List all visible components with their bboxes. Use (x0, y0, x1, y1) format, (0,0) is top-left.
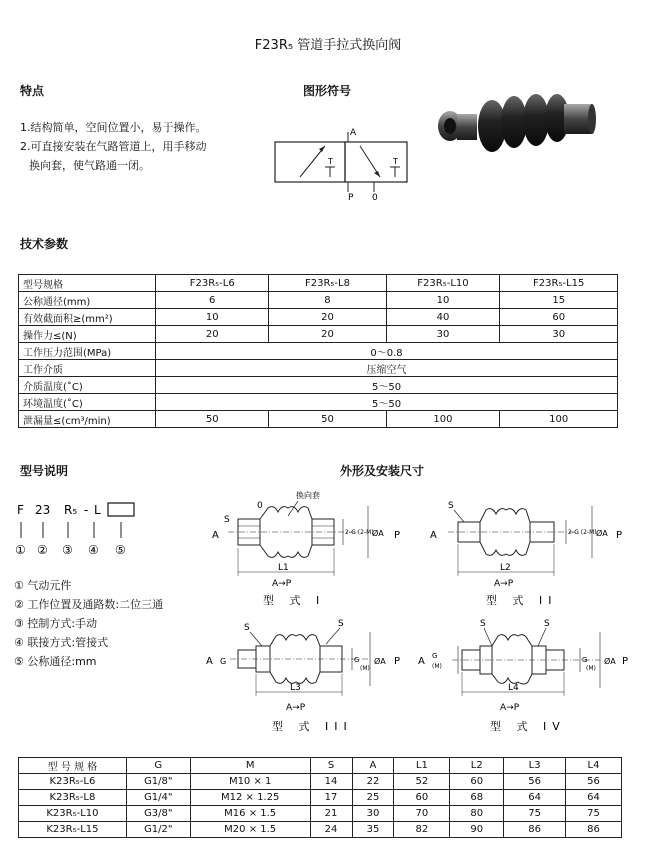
dims-header-cell: A (352, 758, 394, 774)
tech-cell: 30 (500, 326, 618, 343)
phi-a-label: ØA (596, 529, 608, 538)
g-label-right: G (354, 656, 360, 664)
tech-cell: 0～0.8 (156, 343, 618, 360)
g-label: 2-G (2-M) (345, 529, 374, 536)
tech-header-cell: F23R₅-L6 (156, 275, 269, 292)
port-a-label: A (206, 656, 213, 667)
tech-cell: 操作力≤(N) (19, 326, 156, 343)
drawing-view-4 (414, 612, 634, 742)
dims-cell: 21 (310, 806, 352, 822)
flow-label: A→P (286, 703, 306, 713)
tech-cell: 10 (386, 292, 500, 309)
dims-cell: 24 (310, 822, 352, 838)
valve-symbol (270, 122, 420, 202)
dims-cell: K23R₅-L8 (19, 790, 127, 806)
features-heading: 特点 (20, 84, 45, 98)
dims-cell: 82 (394, 822, 450, 838)
g-label-right: G (582, 656, 588, 664)
dims-cell: 90 (450, 822, 504, 838)
tech-cell: 6 (156, 292, 269, 309)
m-label: (M) (360, 665, 370, 672)
feature-item-2: 2.可直接安装在气路管道上，用手移动 (20, 140, 207, 153)
dims-cell: 60 (450, 774, 504, 790)
dims-cell: M12 × 1.25 (190, 790, 310, 806)
tech-cell: 20 (269, 326, 386, 343)
table-row (19, 377, 618, 394)
model-circle-5: ⑤ (115, 543, 126, 557)
table-row (19, 343, 618, 360)
view-caption: 型 式 IV (490, 720, 566, 733)
symbol-port-o: 0 (372, 193, 378, 202)
table-row (19, 790, 622, 806)
model-legend (14, 576, 163, 671)
view-caption: 型 式 III (272, 720, 353, 733)
tech-cell: 100 (386, 411, 500, 428)
tech-heading: 技术参数 (20, 237, 69, 251)
product-photo (432, 88, 597, 160)
g-label: G (220, 657, 227, 666)
dims-cell: 25 (352, 790, 394, 806)
tech-cell: 15 (500, 292, 618, 309)
table-row (19, 309, 618, 326)
dims-header-cell: L1 (394, 758, 450, 774)
phi-a-label: ØA (374, 657, 386, 666)
tech-header-cell: F23R₅-L8 (269, 275, 386, 292)
tech-cell: 有效截面积≥(mm²) (19, 309, 156, 326)
dims-header-cell: S (310, 758, 352, 774)
dims-cell: 64 (566, 790, 622, 806)
s-label: S (448, 501, 454, 511)
s-label-1: S (480, 619, 486, 629)
dims-cell: 60 (394, 790, 450, 806)
dimensions-table (18, 757, 622, 838)
tech-cell: 40 (386, 309, 500, 326)
tech-cell: 泄漏量≤(cm³/min) (19, 411, 156, 428)
legend-item: ⑤ 公称通径:mm (14, 655, 97, 668)
dims-cell: G1/8" (126, 774, 190, 790)
m-label: (M) (432, 663, 442, 670)
o-label: 0 (257, 501, 263, 511)
drawing-view-2 (420, 486, 630, 612)
dims-cell: 80 (450, 806, 504, 822)
dims-cell: 86 (504, 822, 566, 838)
tech-cell: 100 (500, 411, 618, 428)
table-row (19, 758, 622, 774)
dims-cell: 56 (504, 774, 566, 790)
tech-table (18, 274, 618, 428)
dims-cell: M20 × 1.5 (190, 822, 310, 838)
phi-a-label: ØA (604, 657, 616, 666)
feature-item-3: 换向套，使气路通一闭。 (29, 159, 150, 172)
table-row (19, 394, 618, 411)
legend-item: ② 工作位置及通路数:二位三通 (14, 598, 164, 611)
dims-cell: 30 (352, 806, 394, 822)
tech-cell: 60 (500, 309, 618, 326)
table-row (19, 292, 618, 309)
dims-header-cell: L4 (566, 758, 622, 774)
dims-header-cell: 型 号 规 格 (19, 758, 127, 774)
dims-cell: 35 (352, 822, 394, 838)
legend-item: ① 气动元件 (14, 579, 72, 592)
dims-cell: 14 (310, 774, 352, 790)
model-code-diagram (14, 498, 144, 560)
m-label-right: (M) (586, 665, 596, 672)
g-label: 2-G (2-M) (568, 529, 597, 536)
dims-cell: G3/8" (126, 806, 190, 822)
port-a-label: A (430, 530, 437, 541)
dims-cell: 68 (450, 790, 504, 806)
dims-cell: K23R₅-L6 (19, 774, 127, 790)
tech-cell: 工作介质 (19, 360, 156, 377)
dims-cell: M16 × 1.5 (190, 806, 310, 822)
length-label: L4 (508, 683, 519, 693)
model-code-f: F (17, 503, 24, 517)
symbol-heading: 图形符号 (303, 84, 352, 98)
symbol-port-p: P (348, 193, 354, 202)
s-label-1: S (244, 623, 250, 633)
page-title: F23R₅ 管道手拉式换向阀 (254, 38, 402, 53)
drawing-view-3 (200, 612, 410, 742)
length-label: L3 (290, 683, 301, 693)
legend-item: ④ 联接方式:管接式 (14, 636, 109, 649)
flow-label: A→P (500, 703, 520, 713)
tech-cell: 压缩空气 (156, 360, 618, 377)
port-a-label: A (418, 656, 425, 667)
port-p-label: P (394, 656, 401, 667)
dims-cell: 86 (566, 822, 622, 838)
flow-label: A→P (272, 579, 292, 589)
tech-cell: 公称通径(mm) (19, 292, 156, 309)
table-row (19, 774, 622, 790)
tech-cell: 8 (269, 292, 386, 309)
tech-cell: 30 (386, 326, 500, 343)
model-code-dash: - (84, 503, 89, 517)
dims-cell: M10 × 1 (190, 774, 310, 790)
symbol-t2: T (393, 157, 398, 166)
tech-cell: 50 (156, 411, 269, 428)
symbol-port-a: A (350, 128, 357, 138)
dims-cell: 22 (352, 774, 394, 790)
table-row (19, 822, 622, 838)
drawings-heading: 外形及安装尺寸 (340, 464, 425, 478)
dims-header-cell: G (126, 758, 190, 774)
dims-cell: G1/2" (126, 822, 190, 838)
dims-cell: 17 (310, 790, 352, 806)
dims-cell: G1/4" (126, 790, 190, 806)
dims-cell: 70 (394, 806, 450, 822)
model-code-l: L (94, 503, 101, 517)
model-code-box (108, 503, 134, 516)
model-heading: 型号说明 (20, 464, 69, 478)
table-row (19, 275, 618, 292)
s-label-2: S (338, 619, 344, 629)
drawing-view-1 (208, 486, 408, 612)
tech-cell: 10 (156, 309, 269, 326)
table-row (19, 411, 618, 428)
dims-header-cell: M (190, 758, 310, 774)
tech-cell: 5～50 (156, 377, 618, 394)
g-label: G (432, 652, 438, 660)
model-code-r5: R₅ (64, 503, 78, 517)
table-row (19, 360, 618, 377)
port-p-label: P (394, 530, 401, 541)
view-caption: 型 式 II (486, 594, 558, 607)
legend-item: ③ 控制方式:手动 (14, 617, 98, 630)
table-row (19, 326, 618, 343)
s-label-2: S (544, 619, 550, 629)
sleeve-label: 换向套 (296, 491, 320, 500)
tech-cell: 工作压力范围(MPa) (19, 343, 156, 360)
flow-label: A→P (494, 579, 514, 589)
tech-cell: 5～50 (156, 394, 618, 411)
dims-cell: 56 (566, 774, 622, 790)
model-code-23: 23 (35, 503, 51, 517)
model-circle-2: ② (37, 543, 48, 557)
port-a-label: A (212, 530, 219, 541)
tech-header-cell: F23R₅-L10 (386, 275, 500, 292)
tech-cell: 20 (156, 326, 269, 343)
tech-cell: 50 (269, 411, 386, 428)
tech-cell: 介质温度(˚C) (19, 377, 156, 394)
length-label: L1 (278, 563, 289, 573)
dims-cell: K23R₅-L10 (19, 806, 127, 822)
model-circle-1: ① (15, 543, 26, 557)
dims-cell: 52 (394, 774, 450, 790)
dims-cell: 75 (504, 806, 566, 822)
model-circle-3: ③ (62, 543, 73, 557)
tech-cell: 20 (269, 309, 386, 326)
feature-item-1: 1.结构简单，空间位置小，易于操作。 (20, 121, 207, 134)
dims-cell: 75 (566, 806, 622, 822)
tech-header-cell: F23R₅-L15 (500, 275, 618, 292)
tech-header-cell: 型号规格 (19, 275, 156, 292)
table-row (19, 806, 622, 822)
tech-cell: 环境温度(˚C) (19, 394, 156, 411)
dims-header-cell: L2 (450, 758, 504, 774)
view-caption: 型 式 I (263, 594, 326, 607)
port-p-label: P (616, 530, 623, 541)
dims-cell: 64 (504, 790, 566, 806)
model-circle-4: ④ (88, 543, 99, 557)
dims-header-cell: L3 (504, 758, 566, 774)
port-p-label: P (622, 656, 629, 667)
phi-a-label: ØA (372, 529, 384, 538)
symbol-t1: T (328, 157, 333, 166)
s-label: S (224, 515, 230, 525)
length-label: L2 (500, 563, 511, 573)
dims-cell: K23R₅-L15 (19, 822, 127, 838)
